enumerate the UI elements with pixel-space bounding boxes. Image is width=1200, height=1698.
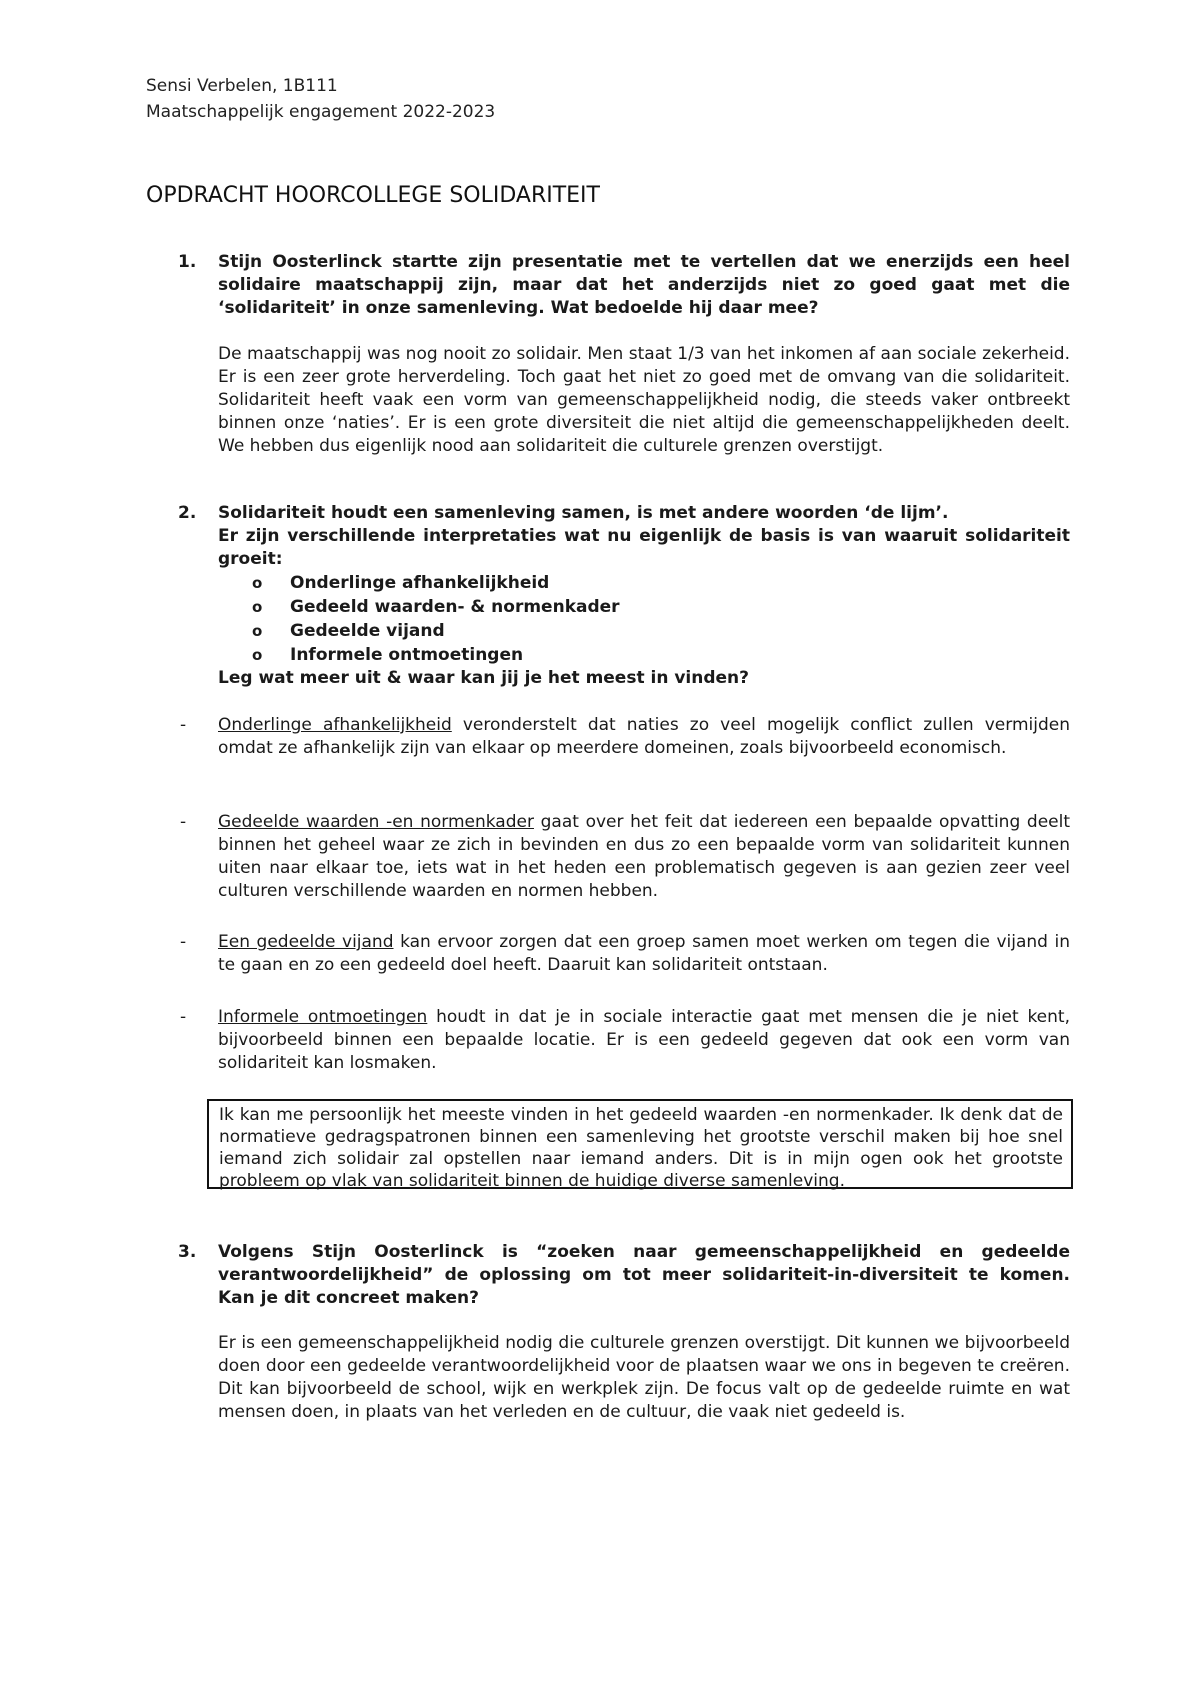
answer-term: Een gedeelde vijand bbox=[218, 932, 394, 952]
answer-term: Informele ontmoetingen bbox=[218, 1007, 428, 1027]
answer-shared-enemy bbox=[218, 931, 1070, 977]
bullet-mark: o bbox=[252, 622, 263, 640]
q2-bullet-list bbox=[218, 571, 1070, 667]
list-item bbox=[218, 571, 1070, 595]
q3-answer: Er is een gemeenschappelijkheid nodig die culturele grenzen overstijgt. Dit kunnen we bijvoorbeeld doen door een gedeelde verantwoordelijkheid voor de plaatsen waar we ons in begeven te creëren. Dit kan bijvoorbeeld de school, wijk en werkplek zijn. De focus valt op de gedeelde ruimte en wat mensen doen, in plaats van het verleden en de cultuur, die vaak niet gedeeld is. bbox=[218, 1333, 1070, 1422]
answer-shared-values bbox=[218, 811, 1070, 903]
answer-text: veronderstelt dat naties zo veel mogelijk conflict zullen vermijden omdat ze afhankelijk zijn van elkaar op meerdere domeinen, zoals bijvoorbeeld economisch. bbox=[218, 715, 1070, 758]
answer-text: gaat over het feit dat iedereen een bepaalde opvatting deelt binnen het geheel waar ze zich in bevinden en dus zo een bepaalde vorm van solidariteit kunnen uiten naar elkaar toe, iets wat in het heden een problematisch gegeven is aan gezien zeer veel culturen verschillende waarden en normen hebben. bbox=[218, 812, 1070, 901]
q1-number: 1. bbox=[178, 252, 197, 272]
answer-text: kan ervoor zorgen dat een groep samen moet werken om tegen die vijand in te gaan en zo een gedeeld doel heeft. Daaruit kan solidariteit ontstaan. bbox=[218, 932, 1070, 975]
answer-term: Onderlinge afhankelijkheid bbox=[218, 715, 452, 735]
dash-mark: - bbox=[180, 1007, 187, 1027]
dash-mark: - bbox=[180, 932, 187, 952]
q2-number: 2. bbox=[178, 503, 197, 523]
answer-informal-meetings bbox=[218, 1006, 1070, 1075]
q3-number: 3. bbox=[178, 1242, 197, 1262]
bullet-mark: o bbox=[252, 574, 263, 592]
q1-question: Stijn Oosterlinck startte zijn presentatie met te vertellen dat we enerzijds een heel solidaire maatschappij zijn, maar dat het anderzijds niet zo goed gaat met die ‘solidariteit’ in onze samenleving. Wat bedoelde hij daar mee? bbox=[218, 252, 1070, 318]
opinion-box: Ik kan me persoonlijk het meeste vinden in het gedeeld waarden -en normenkader. Ik denk dat de normatieve gedragspatronen binnen een samenleving het grootste verschil maken bij hoe snel iemand zich solidair zal opstellen naar iemand anders. Dit is in mijn ogen ook het grootste probleem op vlak van solidariteit binnen de huidige diverse samenleving. bbox=[207, 1099, 1073, 1189]
bullet-text: Informele ontmoetingen bbox=[290, 645, 524, 665]
q2-line2: Er zijn verschillende interpretaties wat nu eigenlijk de basis is van waaruit solidariteit groeit: bbox=[218, 526, 1070, 569]
dash-mark: - bbox=[180, 715, 187, 735]
author-line: Sensi Verbelen, 1B111 bbox=[146, 76, 338, 96]
bullet-text: Gedeeld waarden- & normenkader bbox=[290, 597, 620, 617]
bullet-mark: o bbox=[252, 598, 263, 616]
list-item bbox=[218, 595, 1070, 619]
course-line: Maatschappelijk engagement 2022-2023 bbox=[146, 102, 496, 122]
answer-interdependence bbox=[218, 714, 1070, 760]
answer-term: Gedeelde waarden -en normenkader bbox=[218, 812, 534, 832]
q1-answer: De maatschappij was nog nooit zo solidair. Men staat 1/3 van het inkomen af aan sociale zekerheid. Er is een zeer grote herverdeling. Toch gaat het niet zo goed met de omvang van die solidariteit. Solidariteit heeft vaak een vorm van gemeenschappelijkheid nodig, die steeds vaker ontbreekt binnen onze ‘naties’. Er is een grote diversiteit die niet altijd die gemeenschappelijkheden deelt. We hebben dus eigenlijk nood aan solidariteit die culturele grenzen overstijgt. bbox=[218, 344, 1070, 456]
bullet-mark: o bbox=[252, 646, 263, 664]
list-item bbox=[218, 619, 1070, 643]
answer-text: houdt in dat je in sociale interactie gaat met mensen die je niet kent, bijvoorbeeld binnen een bepaalde locatie. Er is een gedeeld gegeven dat ook een vorm van solidariteit kan losmaken. bbox=[218, 1007, 1070, 1073]
list-item bbox=[218, 643, 1070, 667]
bullet-text: Gedeelde vijand bbox=[290, 621, 445, 641]
q3-question: Volgens Stijn Oosterlinck is “zoeken naar gemeenschappelijkheid en gedeelde verantwoordelijkheid” de oplossing om tot meer solidariteit-in-diversiteit te komen. Kan je dit concreet maken? bbox=[218, 1242, 1070, 1308]
dash-mark: - bbox=[180, 812, 187, 832]
q2-line1: Solidariteit houdt een samenleving samen, is met andere woorden ‘de lijm’. bbox=[218, 503, 949, 523]
q2-intro bbox=[218, 502, 1070, 571]
document-title: OPDRACHT HOORCOLLEGE SOLIDARITEIT bbox=[146, 183, 600, 208]
bullet-text: Onderlinge afhankelijkheid bbox=[290, 573, 550, 593]
q2-line3: Leg wat meer uit & waar kan jij je het meest in vinden? bbox=[218, 668, 750, 688]
